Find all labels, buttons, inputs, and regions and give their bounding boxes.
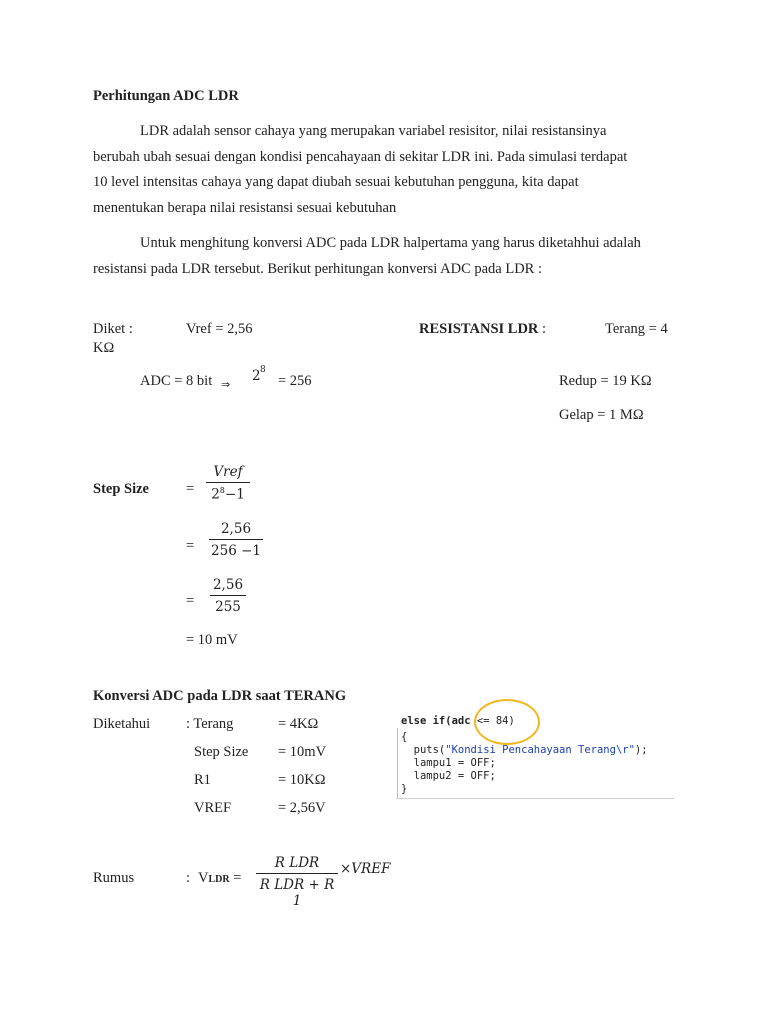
section-title: Perhitungan ADC LDR [93, 88, 239, 104]
resistansi-label [419, 322, 546, 337]
gelap-value: Gelap = 1 MΩ [559, 407, 644, 423]
stepsize-label: Step Size [93, 481, 149, 497]
param-value: = 10mV [278, 744, 327, 760]
paragraph1-line: menentukan berapa nilai resistansi sesuai kebutuhan [93, 200, 397, 216]
fraction-numerator: 2,56 [212, 577, 244, 593]
redup-value: Redup = 19 KΩ [559, 373, 652, 389]
adc-bits: ADC = 8 bit [140, 373, 213, 389]
paragraph1-line: berubah ubah sesuai dengan kondisi pencahayaan di sekitar LDR ini. Pada simulasi terdapat [93, 149, 628, 165]
equals-sign: = [186, 481, 195, 497]
resistansi-title: RESISTANSI LDR [419, 321, 539, 337]
fraction-denominator: 256 −1 [209, 539, 263, 559]
param-value: = 10KΩ [278, 772, 326, 788]
fraction-256-minus-1 [209, 521, 263, 559]
rumus-numerator: R LDR [274, 855, 320, 871]
diket-label: Diket : [93, 321, 133, 337]
fraction-numerator: Vref [213, 464, 243, 480]
stepsize-result: = 10 mV [186, 632, 238, 648]
kohm-unit: KΩ [93, 340, 115, 356]
code-line: puts("Kondisi Pencahayaan Terang\r"); [401, 744, 648, 756]
rumus-label: Rumus [93, 870, 135, 886]
implies-arrow: ⇒ [221, 379, 231, 391]
power-result: = 256 [278, 373, 312, 389]
resistansi-colon: : [542, 321, 547, 337]
code-line: else if(adc <= 84) [401, 715, 515, 727]
fraction-over-255 [210, 577, 246, 615]
param-name: : Terang [186, 716, 234, 732]
code-line: lampu2 = OFF; [401, 770, 496, 782]
highlight-circle [474, 699, 540, 745]
power-exponent: 8 [260, 365, 266, 375]
fraction-numerator: 2,56 [220, 521, 252, 537]
rumus-colon: : [186, 870, 191, 886]
times-vref: ×VREF [340, 861, 391, 877]
param-name: VREF [194, 800, 232, 816]
rumus-equals: = [233, 870, 242, 886]
param-name: R1 [194, 772, 211, 788]
paragraph2-line: resistansi pada LDR tersebut. Berikut perhitungan konversi ADC pada LDR : [93, 261, 543, 277]
param-name: Step Size [194, 744, 249, 760]
fraction-vref-over-2pow8 [206, 464, 250, 503]
terang-value: Terang = 4 [605, 321, 668, 337]
vref-value: Vref = 2,56 [186, 321, 253, 337]
equals-sign: = [186, 593, 195, 609]
param-value: = 4KΩ [278, 716, 319, 732]
konversi-title: Konversi ADC pada LDR saat TERANG [93, 688, 347, 704]
denominator-base: 2 [211, 486, 220, 503]
code-line: } [401, 783, 408, 795]
fraction-denominator [206, 482, 250, 503]
vldr-symbol: VLDR = [198, 870, 242, 886]
diketahui-label: Diketahui [93, 716, 151, 732]
paragraph1-line: LDR adalah sensor cahaya yang merupakan variabel resisitor, nilai resistansinya [140, 123, 607, 139]
param-value: = 2,56V [278, 800, 326, 816]
paragraph1-line: 10 level intensitas cahaya yang dapat diubah sesuai kebutuhan pengguna, kita dapat [93, 174, 579, 190]
rumus-fraction [256, 855, 338, 909]
power-base: 2 [252, 368, 261, 384]
denominator-exponent: 8 [219, 486, 225, 495]
denominator-rest: −1 [224, 486, 245, 503]
equals-sign: = [186, 538, 195, 554]
vldr-subscript: LDR [208, 874, 230, 885]
code-line: lampu1 = OFF; [401, 757, 496, 769]
rumus-denominator: R LDR + R 1 [256, 873, 338, 909]
fraction-denominator: 255 [210, 595, 246, 615]
code-line: { [401, 731, 408, 743]
paragraph2-line: Untuk menghitung konversi ADC pada LDR halpertama yang harus diketahhui adalah [140, 235, 641, 251]
